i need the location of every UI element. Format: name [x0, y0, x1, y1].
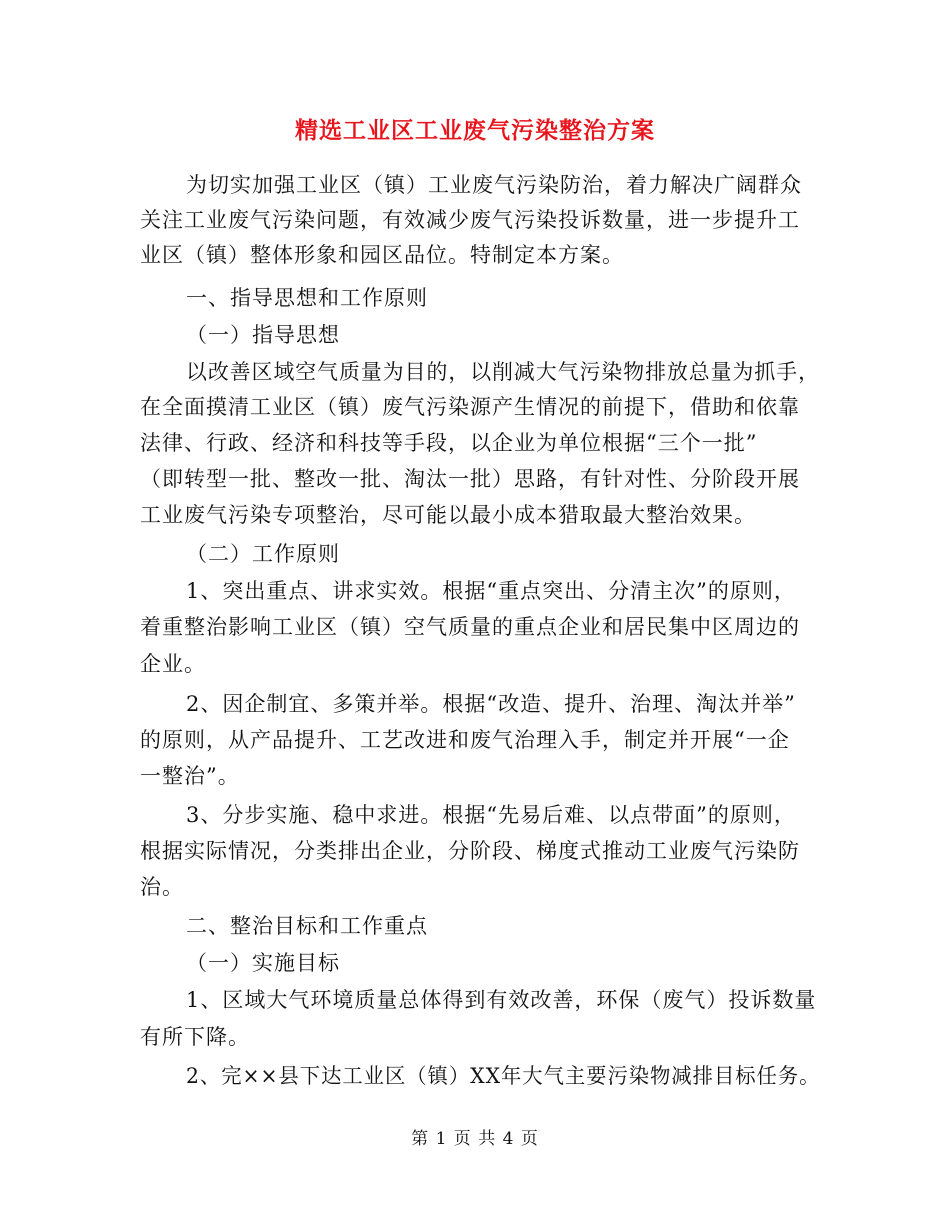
page-number: 第 1 页 共 4 页 [411, 1129, 539, 1149]
subsection-heading: （一）指导思想 [186, 323, 340, 347]
paragraph-line: 着重整治影响工业区（镇）空气质量的重点企业和居民集中区周边的 [140, 615, 800, 639]
paragraph-line: 在全面摸清工业区（镇）废气污染源产生情况的前提下，借助和依靠 [140, 395, 800, 419]
paragraph-line: 关注工业废气污染问题，有效减少废气污染投诉数量，进一步提升工 [140, 208, 800, 232]
paragraph-line: （即转型一批、整改一批、淘汰一批）思路，有针对性、分阶段开展 [140, 467, 800, 491]
paragraph-line: 3、分步实施、稳中求进。根据“先易后难、以点带面”的原则， [186, 803, 796, 827]
paragraph-line: 企业。 [140, 652, 206, 676]
paragraph-line: 1、区域大气环境质量总体得到有效改善，环保（废气）投诉数量 [186, 988, 817, 1012]
paragraph-line: 为切实加强工业区（镇）工业废气污染防治，着力解决广阔群众 [186, 173, 802, 197]
subsection-heading: （二）工作原则 [186, 542, 340, 566]
section-heading: 二、整治目标和工作重点 [186, 914, 428, 938]
section-heading: 一、指导思想和工作原则 [186, 286, 428, 310]
paragraph-line: 法律、行政、经济和科技等手段，以企业为单位根据“三个一批” [140, 431, 758, 455]
paragraph-line: 以改善区域空气质量为目的，以削减大气污染物排放总量为抓手， [186, 360, 820, 384]
document-title: 精选工业区工业废气污染整治方案 [295, 117, 655, 144]
paragraph-line: 2、因企制宜、多策并举。根据“改造、提升、治理、淘汰并举” [186, 692, 796, 716]
subsection-heading: （一）实施目标 [186, 951, 340, 975]
paragraph-line: 工业废气污染专项整治，尽可能以最小成本猎取最大整治效果。 [140, 503, 756, 527]
paragraph-line: 治。 [140, 875, 184, 899]
paragraph-line: 有所下降。 [140, 1025, 250, 1049]
paragraph-line: 的原则，从产品提升、工艺改进和废气治理入手，制定并开展“一企 [140, 728, 790, 752]
paragraph-line: 1、突出重点、讲求实效。根据“重点突出、分清主次”的原则， [186, 579, 796, 603]
paragraph-line: 业区（镇）整体形象和园区品位。特制定本方案。 [140, 243, 624, 267]
paragraph-line: 一整治”。 [140, 764, 240, 788]
paragraph-line: 2、完××县下达工业区（镇）XX年大气主要污染物减排目标任务。 [186, 1064, 821, 1088]
paragraph-line: 根据实际情况，分类排出企业，分阶段、梯度式推动工业废气污染防 [140, 839, 800, 863]
